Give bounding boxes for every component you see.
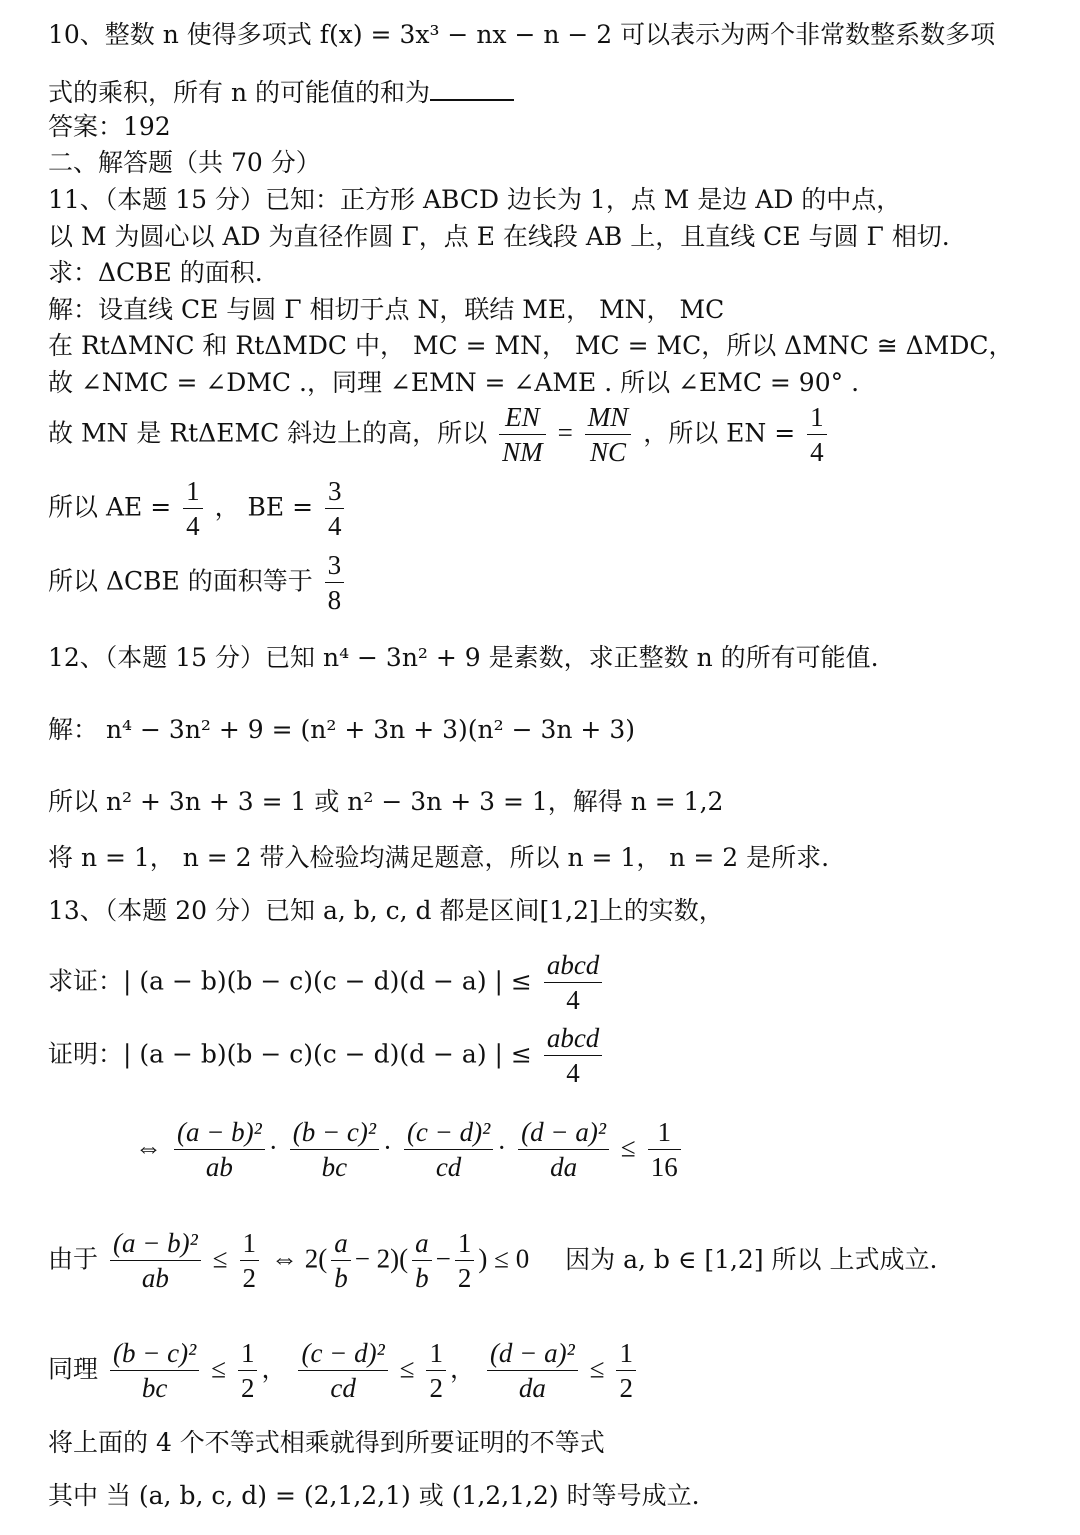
denominator: da [518,1373,546,1403]
line-q12-1: 12、（本题 15 分）已知 n⁴ − 3n² + 9 是素数，求正整数 n 的所有可能值. [48,643,879,672]
fraction [412,1230,432,1292]
q10-text: 式的乘积，所有 n 的可能值的和为 [48,78,430,107]
le-symbol: ≤ [589,1353,605,1384]
fraction [487,1340,578,1402]
numerator: 1 [183,478,203,509]
denominator: da [550,1152,578,1182]
denominator: NM [502,437,543,467]
line-answer: 答案：192 [48,112,171,141]
fraction [544,952,602,1014]
denominator: ab [141,1263,169,1293]
fraction [325,552,345,614]
denominator: cd [330,1373,356,1403]
text: 由于 [48,1244,99,1274]
fraction [455,1230,475,1292]
numerator: 1 [455,1230,475,1261]
numerator: 3 [325,478,345,509]
math-text: ) ≤ 0 [478,1243,530,1274]
text: 所以 AE = [48,492,172,522]
fraction [238,1340,258,1402]
denominator: 2 [619,1373,633,1403]
fraction [518,1119,609,1181]
fraction [585,404,632,466]
line-q13-8: 其中 当 (a, b, c, d) = (2,1,2,1) 或 (1,2,1,2) 时等号成立. [48,1481,700,1510]
denominator: 4 [566,1058,580,1088]
text: 证明：| (a − b)(b − c)(c − d)(d − a) | ≤ [48,1039,532,1069]
fraction [110,1340,199,1402]
denominator: 4 [810,437,824,467]
line-q11-4: 解：设直线 CE 与圆 Γ 相切于点 N，联结 ME， MN， MC [48,295,725,324]
fraction [616,1340,636,1402]
line-q13-7: 将上面的 4 个不等式相乘就得到所要证明的不等式 [48,1428,605,1457]
numerator: EN [499,404,546,435]
line-q11-8 [48,478,348,540]
le-symbol: ≤ [620,1132,636,1163]
text: 同理 [48,1354,99,1384]
fraction [183,478,203,540]
denominator: 8 [327,585,342,615]
line-q11-3: 求：ΔCBE 的面积. [48,258,263,287]
numerator: (b − c)² [290,1119,379,1150]
numerator: 3 [325,552,345,583]
numerator: (c − d)² [404,1119,493,1150]
text: 所以 ΔCBE 的面积等于 [48,566,313,596]
text: ， BE = [214,492,314,522]
numerator: 1 [648,1119,681,1150]
numerator: (d − a)² [518,1119,609,1150]
numerator: (c − d)² [298,1340,387,1371]
numerator: (a − b)² [110,1230,201,1261]
line-q11-2: 以 M 为圆心以 AD 为直径作圆 Γ，点 E 在线段 AB 上，且直线 CE 与圆 Γ 相切. [48,222,950,251]
denominator: 4 [327,511,342,541]
denominator: NC [590,437,627,467]
denominator: ab [205,1152,233,1182]
line-q13-1: 13、（本题 20 分）已知 a, b, c, d 都是区间[1,2]上的实数， [48,896,724,925]
denominator: bc [141,1373,168,1403]
numerator: a [412,1230,432,1261]
text: 求证：| (a − b)(b − c)(c − d)(d − a) | ≤ [48,966,532,996]
fraction [290,1119,379,1181]
math-text: ⇔ 2( [270,1243,328,1274]
line-q12-4: 将 n = 1， n = 2 带入检验均满足题意，所以 n = 1， n = 2 是所求. [48,843,830,872]
denominator: b [415,1263,429,1293]
numerator: 1 [807,404,827,435]
line-q13-5 [48,1230,937,1292]
dot: · [497,1132,507,1163]
le-symbol: ≤ [399,1353,415,1384]
separator: ， [449,1354,475,1384]
numerator: (d − a)² [487,1340,578,1371]
line-q13-3 [48,1025,606,1087]
denominator: 4 [566,985,580,1015]
line-q10-2 [48,77,514,105]
line-q10-1: 10、整数 n 使得多项式 f(x) = 3x³ − nx − n − 2 可以表示为两个非常数整系数多项 [48,20,996,49]
fraction [544,1025,602,1087]
math-text: − 2)( [354,1243,409,1274]
numerator: 1 [238,1340,258,1371]
denominator: 2 [429,1373,443,1403]
le-symbol: ≤ [212,1243,228,1274]
denominator: 2 [240,1373,255,1403]
line-q11-6: 故 ∠NMC = ∠DMC .，同理 ∠EMN = ∠AME . 所以 ∠EMC = 90° . [48,368,860,397]
line-q11-1: 11、（本题 15 分）已知：正方形 ABCD 边长为 1，点 M 是边 AD 的中点， [48,185,902,214]
numerator: MN [585,404,632,435]
fraction [174,1119,265,1181]
dot: · [268,1132,278,1163]
fraction [298,1340,387,1402]
line-q12-2: 解： n⁴ − 3n² + 9 = (n² + 3n + 3)(n² − 3n + 3) [48,715,635,744]
le-symbol: ≤ [211,1353,227,1384]
line-q13-4 [135,1119,685,1181]
fraction [426,1340,446,1402]
numerator: abcd [544,1025,602,1056]
line-q12-3: 所以 n² + 3n + 3 = 1 或 n² − 3n + 3 = 1，解得 n = 1,2 [48,787,724,816]
text: ，所以 EN = [643,418,796,448]
fraction [807,404,827,466]
fraction [648,1119,681,1181]
separator: ， [261,1354,287,1384]
equals: = [557,417,573,448]
denominator: 2 [242,1263,256,1293]
denominator: 2 [457,1263,472,1293]
numerator: (b − c)² [110,1340,199,1371]
math-text: − [435,1243,451,1274]
dot: · [382,1132,392,1163]
denominator: bc [321,1152,348,1182]
fraction [110,1230,201,1292]
answer-blank [430,77,514,101]
numerator: 1 [240,1230,260,1261]
numerator: 1 [616,1340,636,1371]
numerator: abcd [544,952,602,983]
fraction [325,478,345,540]
denominator: 16 [650,1152,678,1182]
section-heading: 二、解答题（共 70 分） [48,148,321,177]
line-q11-5: 在 RtΔMNC 和 RtΔMDC 中， MC = MN， MC = MC，所以 ΔMNC ≅ ΔMDC， [48,331,1014,360]
line-q11-7 [48,404,831,466]
line-q11-9 [48,552,348,614]
fraction [499,404,546,466]
line-q13-2 [48,952,606,1014]
fraction [240,1230,260,1292]
denominator: 4 [186,511,200,541]
denominator: b [334,1263,348,1293]
line-q13-6 [48,1340,640,1402]
numerator: (a − b)² [174,1119,265,1150]
text: 故 MN 是 RtΔEMC 斜边上的高，所以 [48,418,488,448]
numerator: a [331,1230,351,1261]
fraction [331,1230,351,1292]
text: 因为 a, b ∈ [1,2] 所以 上式成立. [565,1244,938,1274]
iff-symbol: ⇔ [135,1132,162,1163]
denominator: cd [435,1152,462,1182]
fraction [404,1119,493,1181]
numerator: 1 [426,1340,446,1371]
